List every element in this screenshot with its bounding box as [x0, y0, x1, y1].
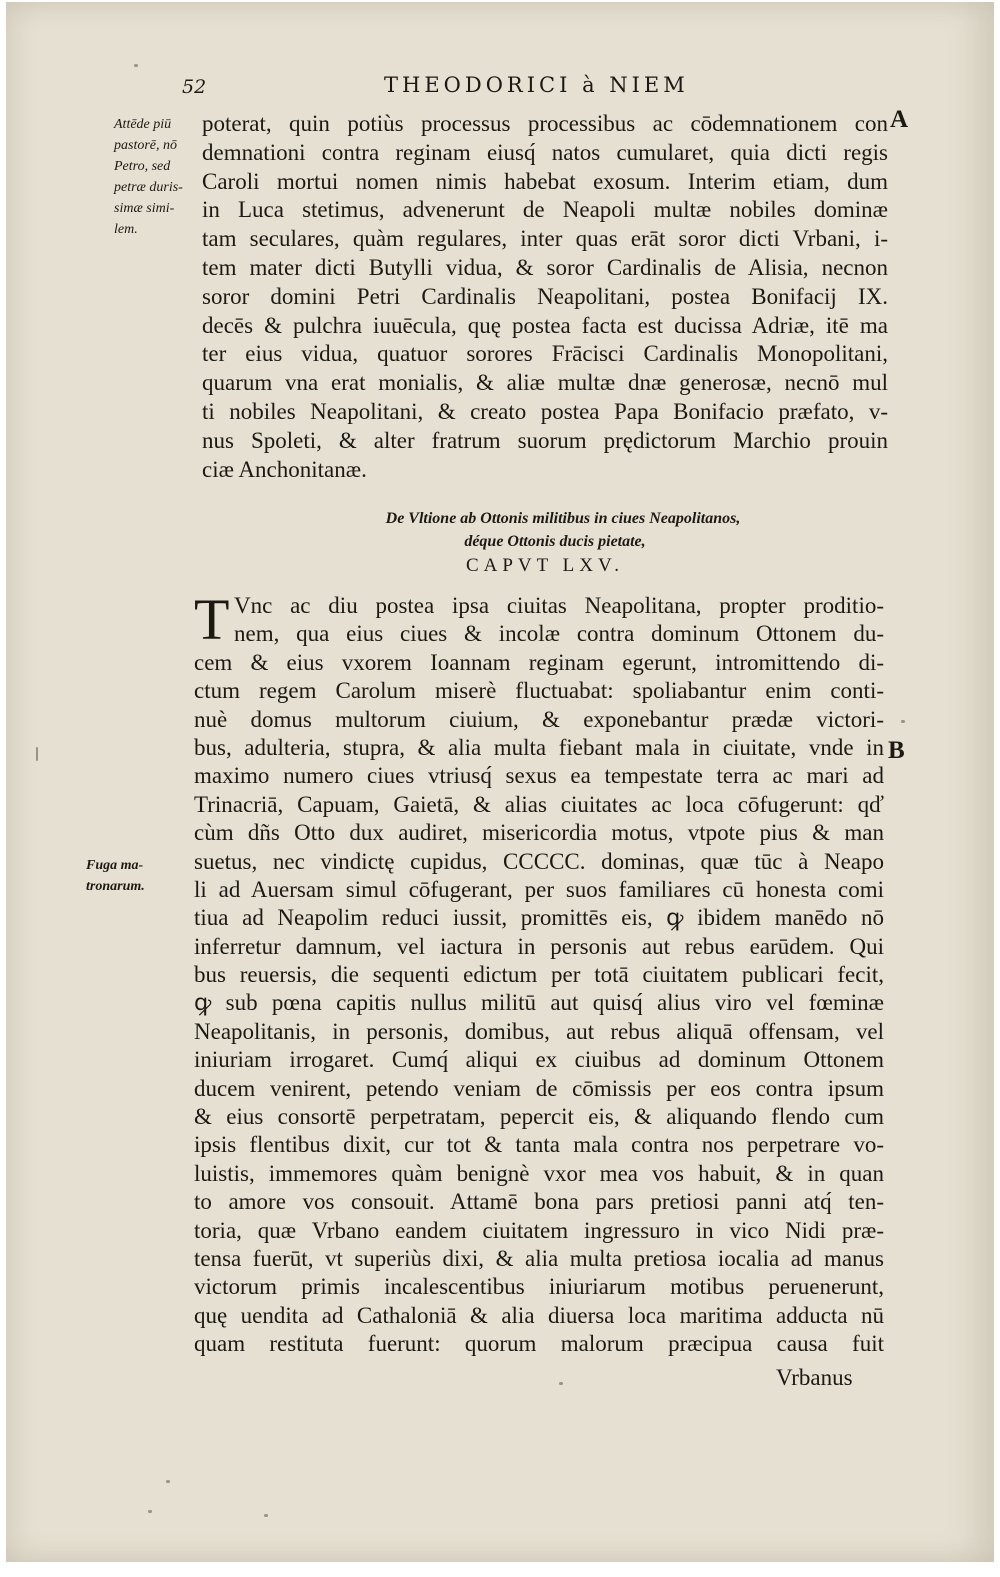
text-line: luistis, immemores quàm benignè vxor mea vos habuit, & in quan [194, 1160, 884, 1186]
text-line: Neapolitanis, in personis, domibus, aut rebus aliquā offensam, vel [194, 1018, 884, 1044]
text-line: nus Spoleti, & alter fratrum suorum prędictorum Marchio prouin [202, 427, 888, 453]
marginal-note-line: tronarum. [86, 879, 145, 894]
text-line: tem mater dicti Butylli vidua, & soror Cardinalis de Alisia, necnon [202, 254, 888, 280]
text-line: & eius consortē perpetratam, pepercit eis, & aliquando flendo cum [194, 1104, 884, 1130]
paragraph [194, 587, 884, 1359]
text-line: nem, qua eius ciues & incolæ contra dominum Ottonem du- [234, 621, 884, 647]
drop-cap: T [194, 587, 230, 652]
text-line: victorum primis incalescentibus iniuriarum motibus peruenerunt, [194, 1274, 884, 1300]
marginal-note-line: Petro, sed [114, 159, 171, 174]
text-line: tiua ad Neapolim reduci iussit, promittēs eis, ꝙ ibidem manēdo nō [194, 905, 884, 931]
text-line: Vnc ac diu postea ipsa ciuitas Neapolitana, propter proditio- [234, 593, 884, 618]
chapter-heading [202, 507, 888, 578]
text-line: Trinacriā, Capuam, Gaietā, & alias ciuitates ac loca cōfugerunt: qď [194, 791, 884, 817]
marginal-note-line: Fuga ma- [86, 858, 144, 873]
text-line: demnationi contra reginam eiusq́ natos cumularet, quia dicti regis [202, 139, 888, 165]
marginal-note-line: simæ simi- [114, 201, 175, 216]
ink-speck [36, 747, 38, 761]
text-line: cem & eius vxorem Ioannam reginam egerunt, intromittendo di- [194, 649, 884, 675]
chapter-subtitle: déque Ottonis ducis pietate, [464, 533, 646, 550]
marginal-note-line: petræ duris- [114, 180, 183, 195]
text-line: ꝙ sub pœna capitis nullus militū aut quisq́ alius viro vel fœminæ [194, 990, 884, 1016]
text-line: ipsis flentibus dixit, cur tot & tanta mala contra nos perpetrare vo- [194, 1132, 884, 1158]
marginal-note [86, 855, 145, 897]
page-number: 52 [182, 76, 207, 98]
ink-speck [264, 1514, 268, 1517]
text-line: tensa fuerūt, vt superiùs dixi, & alia multa pretiosa iocalia ad manus [194, 1245, 884, 1271]
marginal-note-line: Attēde piū [114, 117, 172, 132]
text-line: bus reuersis, die sequenti edictum per totā ciuitatem publicari fecit, [194, 962, 884, 988]
text-line: nuè domus multorum ciuium, & exponebantur prædæ victori- [194, 706, 884, 732]
marginal-note-line: lem. [114, 222, 138, 237]
text-line: ctum regem Carolum miserè fluctuabat: spoliabantur enim conti- [194, 678, 884, 704]
running-head [174, 72, 774, 102]
paragraph [202, 110, 888, 484]
text-line: li ad Auersam simul cōfugerant, per suos familiares cū honesta comi [194, 876, 884, 902]
ink-speck [148, 1510, 152, 1513]
text-line: bus, adulteria, stupra, & alia multa fiebant mala in ciuitate, vnde in [194, 734, 884, 760]
chapter-label: CAPVT LXV. [465, 555, 625, 576]
text-line: iniuriam irrogaret. Cumq́ aliqui ex ciuibus ad dominum Ottonem [194, 1047, 884, 1073]
text-line: ducem venirent, petendo veniam de cōmissis per eos contra ipsum [194, 1075, 884, 1101]
text-line: quarum vna erat monialis, & aliæ multæ dnæ generosæ, necnō mul [202, 370, 888, 396]
text-line: toria, quæ Vrbano eandem ciuitatem ingressuro in vico Nidi præ- [194, 1217, 884, 1243]
ink-speck [901, 720, 905, 723]
book-page [6, 2, 994, 1562]
text-line: quam restituta fuerunt: quorum malorum præcipua causa fuit [194, 1331, 884, 1357]
running-title: THEODORICI à NIEM [384, 73, 689, 97]
text-line: ti nobiles Neapolitani, & creato postea Papa Bonifacio præfato, v- [202, 398, 888, 424]
text-line: maximo numero ciues vtriusq́ sexus ea tempestate terra ac mari ad [194, 763, 884, 789]
text-line: ciæ Anchonitanæ. [202, 456, 367, 482]
marginal-note-line: pastorē, nō [114, 138, 177, 153]
ink-speck [166, 1480, 170, 1483]
ink-speck [559, 1382, 563, 1385]
chapter-title: De Vltione ab Ottonis militibus in ciues Neapolitanos, [385, 510, 741, 527]
text-line: ter eius vidua, quatuor sorores Frācisci Cardinalis Monopolitani, [202, 341, 888, 367]
catchword: Vrbanus [776, 1365, 853, 1390]
text-line: to amore vos consouit. Attamē bona pars pretiosi panni atq́ ten- [194, 1189, 884, 1215]
text-line: Caroli mortui nomen nimis habebat exosum. Interim etiam, dum [202, 168, 888, 194]
text-line: quę uendita ad Cathaloniā & alia diuersa loca maritima adducta nū [194, 1302, 884, 1328]
ink-speck [134, 64, 138, 67]
text-line: soror domini Petri Cardinalis Neapolitani, postea Bonifacij IX. [202, 283, 888, 309]
marginal-note [114, 114, 183, 240]
text-line: decēs & pulchra iuuēcula, quę postea facta est ducissa Adriæ, itē ma [202, 312, 888, 338]
section-marker-b: B [888, 737, 905, 764]
text-line: in Luca stetimus, advenerunt de Neapoli multæ nobiles dominæ [202, 197, 888, 223]
text-line: tam seculares, quàm regulares, inter quas erāt soror dicti Vrbani, i- [202, 226, 888, 252]
text-line: poterat, quin potiùs processus processibus ac cōdemnationem con [202, 111, 888, 136]
text-line: cùm dñs Otto dux audiret, misericordia motus, vtpote pius & man [194, 820, 884, 846]
section-marker-a: A [890, 106, 909, 133]
text-line: inferretur damnum, vel iactura in personis aut rebus earūdem. Qui [194, 933, 884, 959]
text-line: suetus, nec vindictę cupidus, CCCCC. dominas, quæ tūc à Neapo [194, 848, 884, 874]
